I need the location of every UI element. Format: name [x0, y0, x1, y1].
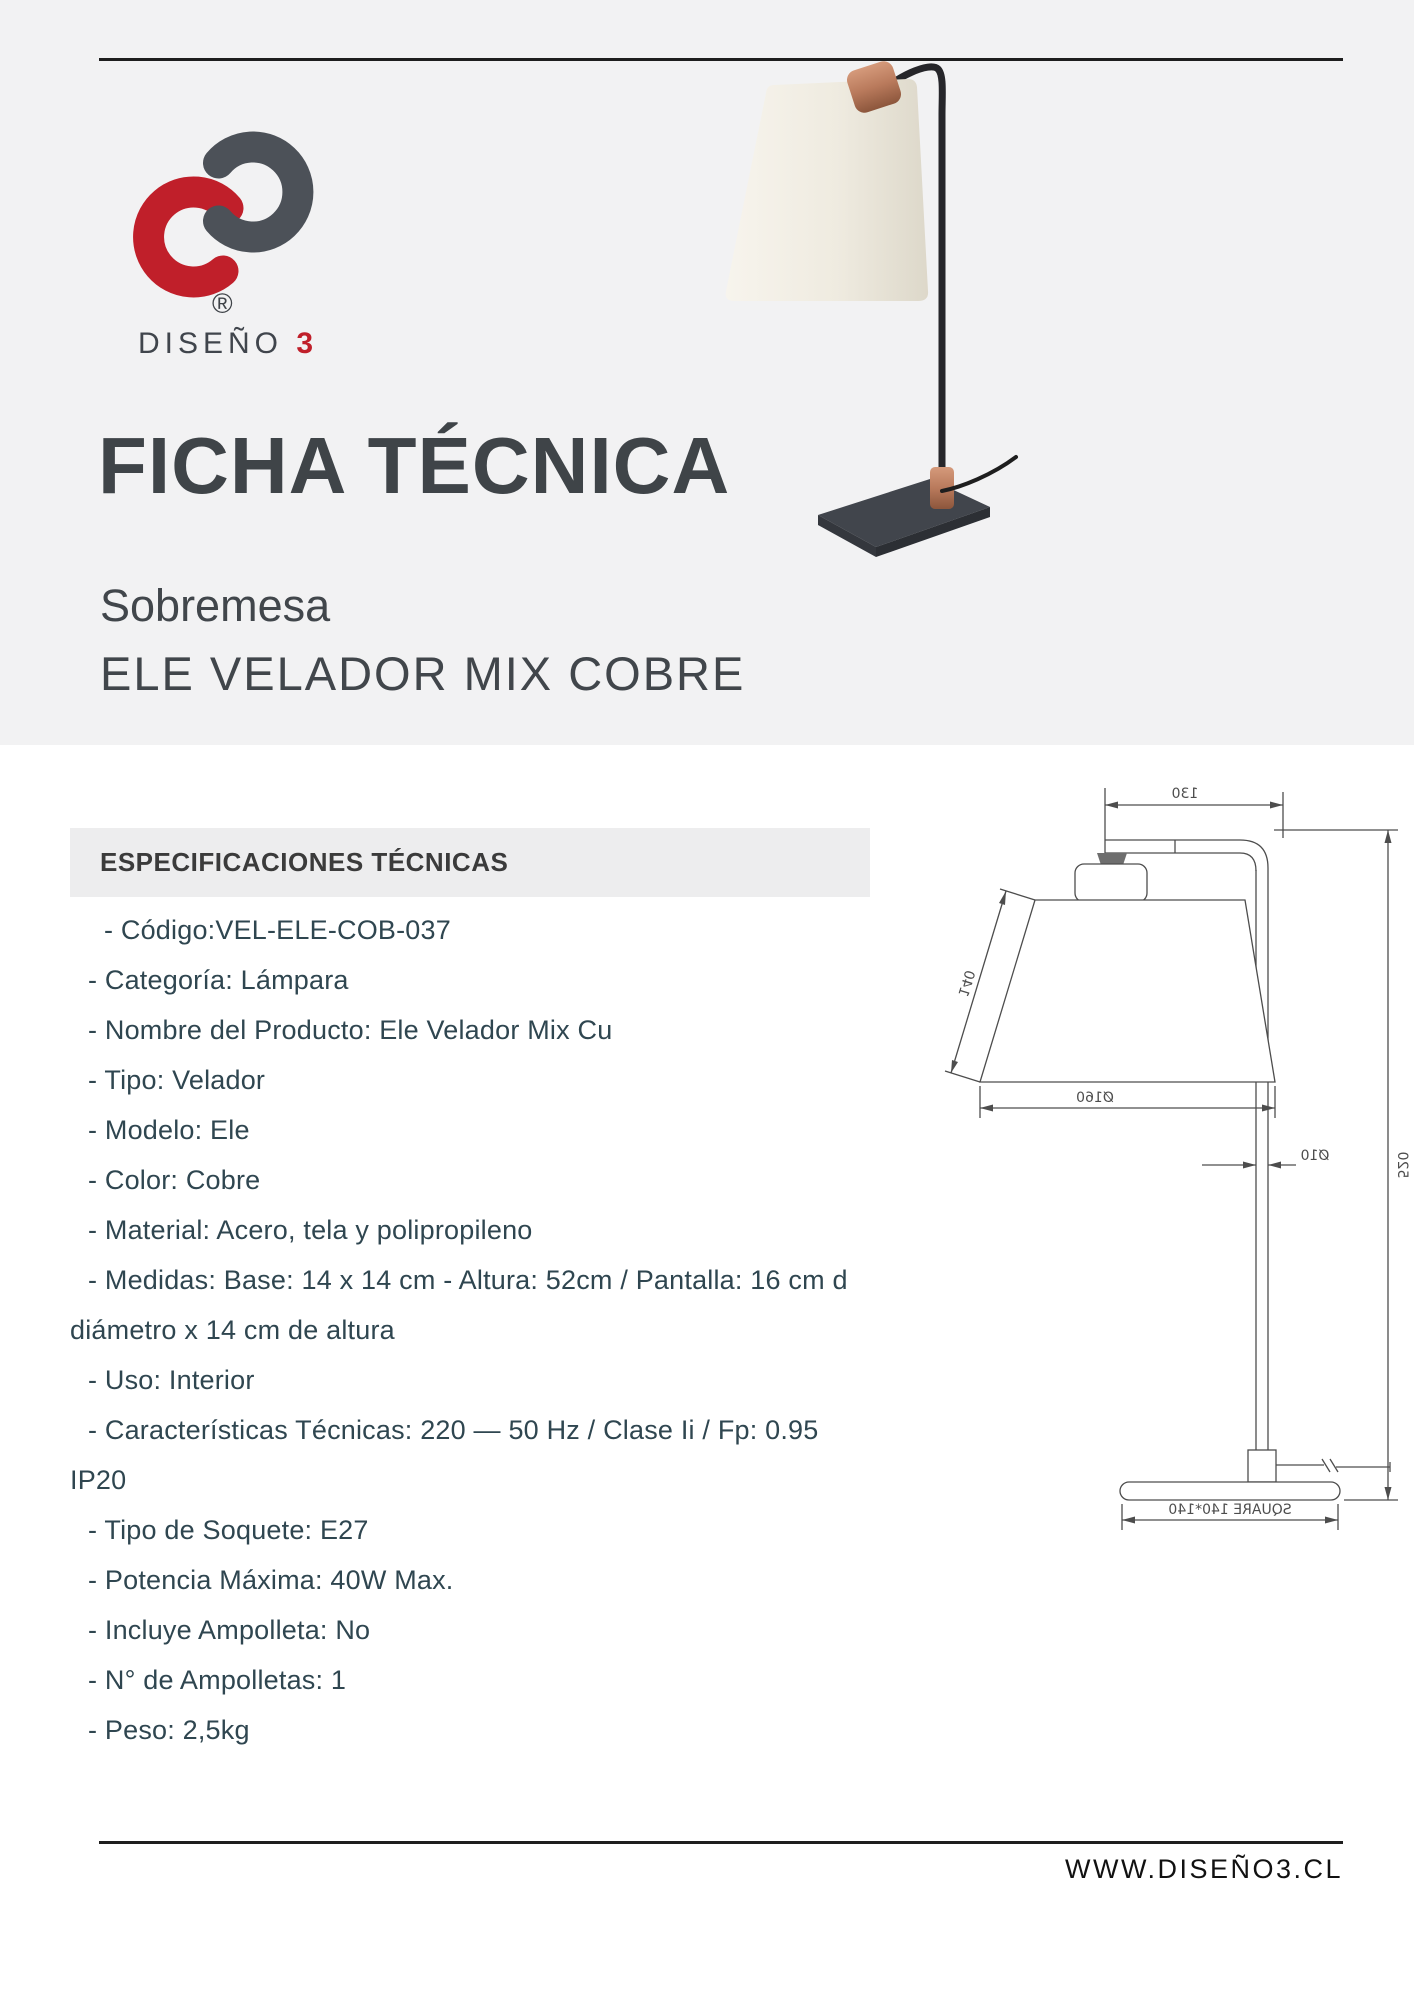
dim-label-top-width: 130 — [1171, 786, 1199, 802]
dim-arrow — [980, 1105, 993, 1112]
dim-label-shade-diameter: Ø160 — [1076, 1090, 1114, 1106]
dim-arrow — [1270, 802, 1283, 809]
dim-label-pole-diameter: Ø10 — [1300, 1148, 1330, 1164]
dim-arrow — [1325, 1517, 1338, 1524]
specs-heading-bar — [70, 828, 870, 897]
spec-item: - Color: Cobre — [88, 1165, 261, 1195]
registered-mark: ® — [212, 288, 233, 319]
lamp-shade — [726, 79, 928, 301]
spec-item: diámetro x 14 cm de altura — [70, 1315, 395, 1345]
drawing-elbow — [1240, 853, 1256, 871]
drawing-socket-hatch — [1097, 853, 1127, 865]
brand-name-number: 3 — [296, 327, 319, 360]
dim-arrow — [951, 1060, 958, 1073]
spec-item: - Nombre del Producto: Ele Velador Mix Cu — [88, 1015, 613, 1045]
drawing-shade — [980, 900, 1275, 1082]
spec-item: - Modelo: Ele — [88, 1115, 250, 1145]
dim-arrow — [999, 891, 1006, 905]
drawing-cable-break — [1330, 1459, 1338, 1472]
product-photo — [690, 55, 1070, 715]
specs-heading: ESPECIFICACIONES TÉCNICAS — [100, 847, 509, 877]
spec-item: - Potencia Máxima: 40W Max. — [88, 1565, 454, 1595]
spec-item: - Categoría: Lámpara — [88, 965, 349, 995]
spec-item: - Material: Acero, tela y polipropileno — [88, 1215, 533, 1245]
dim-arrow — [1385, 830, 1392, 843]
spec-item: - Medidas: Base: 14 x 14 cm - Altura: 52cm / Pantalla: 16 cm d — [88, 1265, 848, 1295]
spec-item: - Características Técnicas: 220 — 50 Hz / Clase Ii / Fp: 0.95 — [88, 1415, 819, 1445]
spec-item: - Peso: 2,5kg — [88, 1715, 250, 1745]
dim-arrow — [1105, 802, 1118, 809]
drawing-base-plate — [1120, 1482, 1340, 1500]
dim-arrow — [1122, 1517, 1135, 1524]
drawing-socket-holder — [1075, 864, 1147, 902]
bottom-divider — [99, 1841, 1343, 1844]
drawing-pole-box — [1248, 1450, 1276, 1482]
dim-label-total-height: 520 — [1394, 1151, 1410, 1179]
dim-label-shade-height: 140 — [954, 968, 978, 999]
spec-item: - Uso: Interior — [88, 1365, 255, 1395]
spec-list — [70, 905, 860, 1755]
subtitle-category: Sobremesa — [100, 580, 331, 631]
spec-item: - Tipo de Soquete: E27 — [88, 1515, 369, 1545]
spec-item: IP20 — [70, 1465, 127, 1495]
spec-item: - Tipo: Velador — [88, 1065, 266, 1095]
brand-name-word: DISEÑO — [137, 327, 283, 360]
dim-arrow — [1268, 1162, 1281, 1169]
spec-item: - Código:VEL-ELE-COB-037 — [104, 915, 451, 945]
dim-arrow — [1385, 1487, 1392, 1500]
technical-drawing — [850, 750, 1414, 1540]
dim-ext-line — [945, 1071, 980, 1082]
dim-label-base: SQUARE 140*140 — [1168, 1502, 1292, 1518]
brand-name — [128, 327, 328, 361]
subtitle-product-name: ELE VELADOR MIX COBRE — [100, 647, 746, 700]
page-title: FICHA TÉCNICA — [98, 421, 731, 510]
dim-arrow — [1243, 1162, 1256, 1169]
spec-item: - Incluye Ampolleta: No — [88, 1615, 371, 1645]
spec-item: - N° de Ampolletas: 1 — [88, 1665, 347, 1695]
footer-website-link[interactable]: WWW.DISEÑO3.CL — [1064, 1854, 1343, 1884]
